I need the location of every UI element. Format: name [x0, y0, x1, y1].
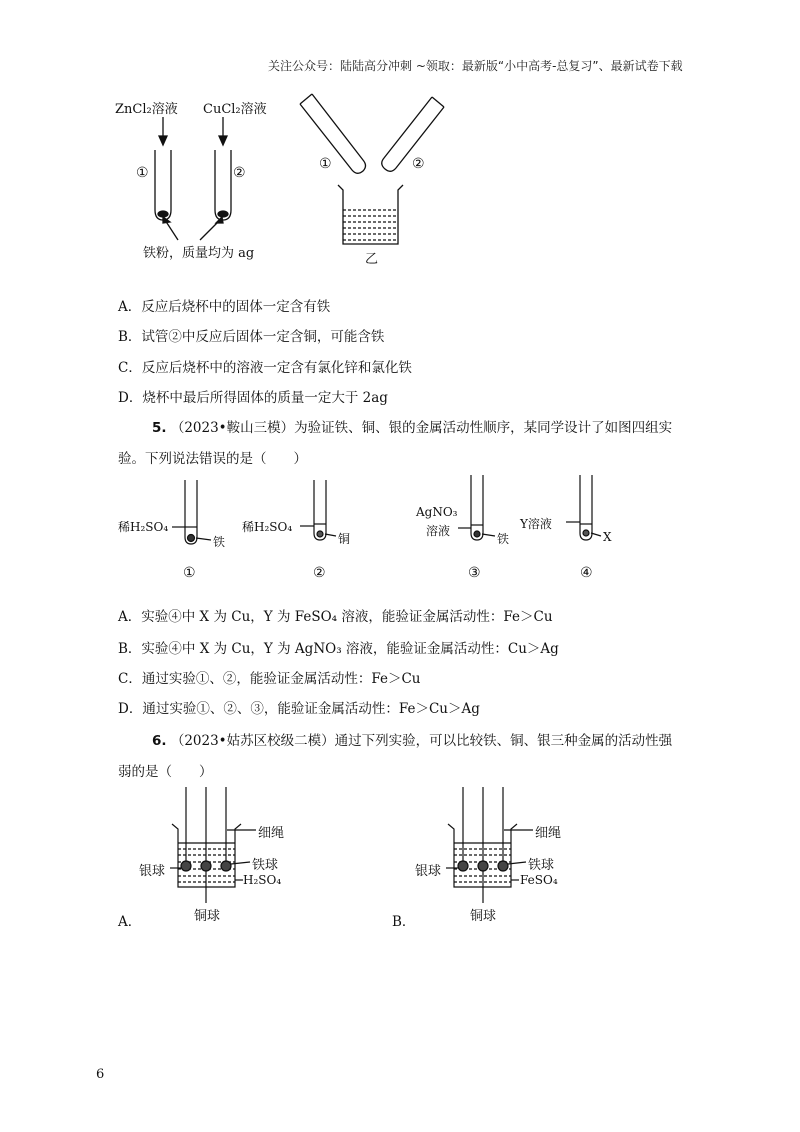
- exp2-metal-label: 铜: [338, 532, 351, 546]
- q6b-beaker: [446, 787, 533, 903]
- exp4-metal-label: X: [603, 530, 612, 544]
- q6b-silver-label: 银球: [415, 864, 442, 879]
- q4-option-c: C．反应后烧杯中的溶液一定含有氯化锌和氯化铁: [118, 360, 412, 376]
- exp3-solution-top-label: AgNO₃: [416, 505, 458, 519]
- page-header: 关注公众号：陆陆高分冲刺 ~领取：最新版“小中高考-总复习”、最新试卷下载: [268, 59, 683, 73]
- pour-tube2-number: ②: [412, 156, 425, 172]
- exp3-solution-bottom-label: 溶液: [426, 524, 451, 538]
- q6b-silver-ball: [458, 861, 468, 871]
- exp4-number: ④: [580, 565, 593, 581]
- q5-stem-text1: （2023•鞍山三模）为验证铁、铜、银的金属活动性顺序，某同学设计了如图四组实: [170, 420, 673, 436]
- q6a-copper-label: 铜球: [194, 909, 221, 924]
- exp1-metal-label: 铁: [213, 535, 226, 549]
- beaker-yi-label: 乙: [365, 252, 379, 267]
- q4-option-d: D．烧杯中最后所得固体的质量一定大于 2ag: [118, 390, 388, 406]
- exp1-number: ①: [183, 565, 196, 581]
- q6a-silver-label: 银球: [139, 864, 166, 879]
- exp3-number: ③: [468, 565, 481, 581]
- q6a-silver-ball: [181, 861, 191, 871]
- exp3-metal-label: 铁: [497, 532, 510, 546]
- q5-number: 5.: [152, 420, 167, 436]
- q6a-solution-label: H₂SO₄: [243, 873, 282, 887]
- q6b-iron-ball: [498, 861, 508, 871]
- q6b-copper-label: 铜球: [470, 909, 497, 924]
- page-number: 6: [96, 1067, 105, 1082]
- zncl2-label: ZnCl₂溶液: [115, 102, 178, 117]
- q6b-iron-label: 铁球: [528, 858, 555, 873]
- q6b-string-label: 细绳: [535, 826, 562, 841]
- q6a-copper-ball: [201, 861, 211, 871]
- q4-option-a: A．反应后烧杯中的固体一定含有铁: [118, 299, 331, 315]
- q6-stem-text1: （2023•姑苏区校级二模）通过下列实验，可以比较铁、铜、银三种金属的活动性强: [170, 733, 673, 749]
- exp2-solution-label: 稀H₂SO₄: [242, 520, 293, 534]
- q6-stem-line2: 弱的是（ ）: [118, 764, 213, 780]
- q6b-solution-label: FeSO₄: [520, 873, 558, 887]
- q5-option-c: C．通过实验①、②，能验证金属活动性：Fe＞Cu: [118, 671, 421, 687]
- q6-number: 6.: [152, 733, 167, 749]
- cucl2-label: CuCl₂溶液: [203, 102, 267, 117]
- exp2-number: ②: [313, 565, 326, 581]
- exp4-solution-label: Y溶液: [520, 517, 552, 531]
- q6a-string-label: 细绳: [258, 826, 285, 841]
- exp1-solution-label: 稀H₂SO₄: [118, 520, 169, 534]
- pour-tube1-number: ①: [319, 156, 332, 172]
- q6b-copper-ball: [478, 861, 488, 871]
- q5-option-b: B．实验④中 X 为 Cu，Y 为 AgNO₃ 溶液，能验证金属活动性：Cu＞Ag: [118, 641, 559, 657]
- q6a-beaker: [170, 787, 256, 903]
- q5-option-d: D．通过实验①、②、③，能验证金属活动性：Fe＞Cu＞Ag: [118, 701, 480, 717]
- q6-option-a-letter: A．: [118, 914, 142, 930]
- tube1-number: ①: [136, 165, 149, 181]
- q6-option-b-letter: B．: [392, 914, 416, 930]
- q4-option-b: B．试管②中反应后固体一定含铜，可能含铁: [118, 329, 385, 345]
- q6a-iron-label: 铁球: [252, 858, 279, 873]
- tube2-number: ②: [233, 165, 246, 181]
- q5-stem-line2: 验。下列说法错误的是（ ）: [118, 451, 307, 467]
- iron-powder-note: 铁粉，质量均为 ag: [143, 246, 255, 261]
- q5-option-a: A．实验④中 X 为 Cu，Y 为 FeSO₄ 溶液，能验证金属活动性：Fe＞Cu: [118, 609, 553, 625]
- q6a-iron-ball: [221, 861, 231, 871]
